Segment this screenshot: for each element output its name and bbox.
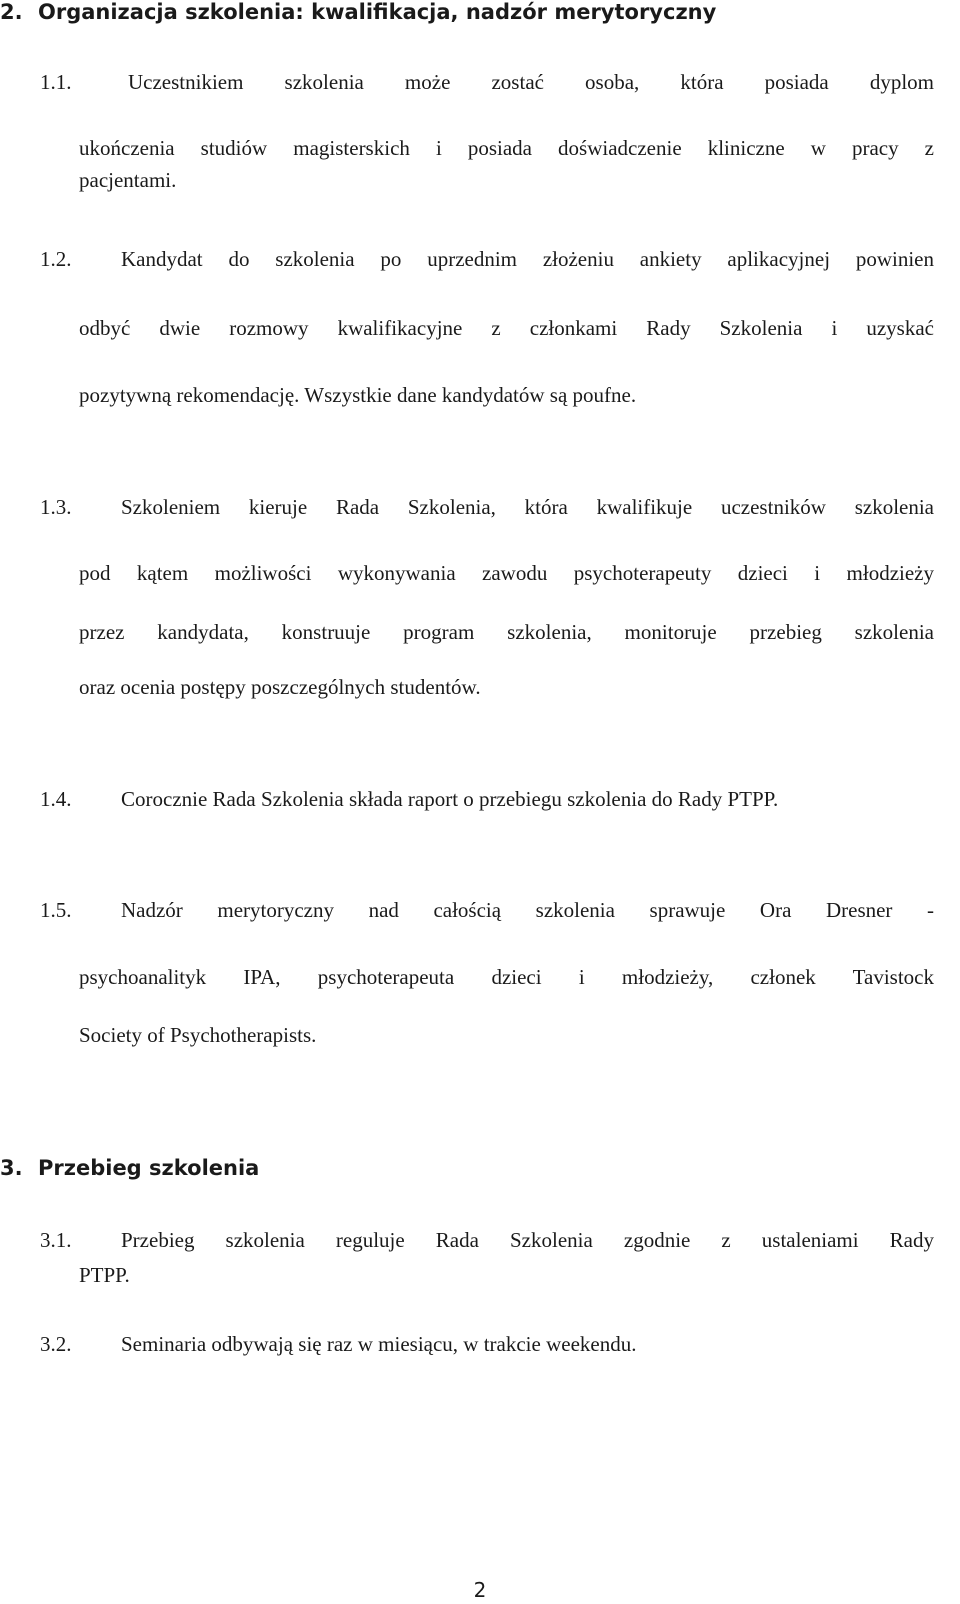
item-number: 1.3. (40, 495, 72, 519)
paragraph-line: PTPP. (79, 1263, 130, 1287)
item-number: 1.2. (40, 247, 72, 271)
paragraph-line: Szkoleniem kieruje Rada Szkolenia, która kwalifikuje uczestników szkolenia (121, 495, 934, 519)
paragraph-line: pozytywną rekomendację. Wszystkie dane kandydatów są poufne. (79, 383, 637, 407)
paragraph-line: przez kandydata, konstruuje program szkolenia, monitoruje przebieg szkolenia (79, 620, 934, 644)
section-number: 2. (0, 0, 23, 24)
item-number: 3.2. (40, 1332, 72, 1356)
paragraph-line: Nadzór merytoryczny nad całością szkolenia sprawuje Ora Dresner - (121, 898, 934, 922)
paragraph-line: ukończenia studiów magisterskich i posiada doświadczenie kliniczne w pracy z (79, 136, 934, 160)
section-title: Przebieg szkolenia (38, 1156, 260, 1180)
section-heading-3 (0, 1156, 259, 1180)
paragraph-line: Przebieg szkolenia reguluje Rada Szkolenia zgodnie z ustaleniami Rady (121, 1228, 934, 1252)
item-number: 1.5. (40, 898, 72, 922)
paragraph-line: pod kątem możliwości wykonywania zawodu psychoterapeuty dzieci i młodzieży (79, 561, 934, 585)
paragraph-line: Society of Psychotherapists. (79, 1023, 317, 1047)
paragraph-line: pacjentami. (79, 168, 177, 192)
section-number: 3. (0, 1156, 23, 1180)
item-number: 1.1. (40, 70, 72, 94)
section-title: Organizacja szkolenia: kwalifikacja, nadzór merytoryczny (38, 0, 717, 24)
item-number: 1.4. (40, 787, 72, 811)
paragraph-line: Uczestnikiem szkolenia może zostać osoba, która posiada dyplom (128, 70, 934, 94)
paragraph-line: odbyć dwie rozmowy kwalifikacyjne z członkami Rady Szkolenia i uzyskać (79, 316, 934, 340)
paragraph-line: Seminaria odbywają się raz w miesiącu, w trakcie weekendu. (121, 1332, 637, 1356)
section-heading-2 (0, 0, 716, 24)
paragraph-line: Corocznie Rada Szkolenia składa raport o przebiegu szkolenia do Rady PTPP. (121, 787, 779, 811)
paragraph-line: Kandydat do szkolenia po uprzednim złożeniu ankiety aplikacyjnej powinien (121, 247, 934, 271)
page-number: 2 (473, 1578, 487, 1602)
item-number: 3.1. (40, 1228, 72, 1252)
paragraph-line: psychoanalityk IPA, psychoterapeuta dzieci i młodzieży, członek Tavistock (79, 965, 934, 989)
paragraph-line: oraz ocenia postępy poszczególnych studentów. (79, 675, 481, 699)
